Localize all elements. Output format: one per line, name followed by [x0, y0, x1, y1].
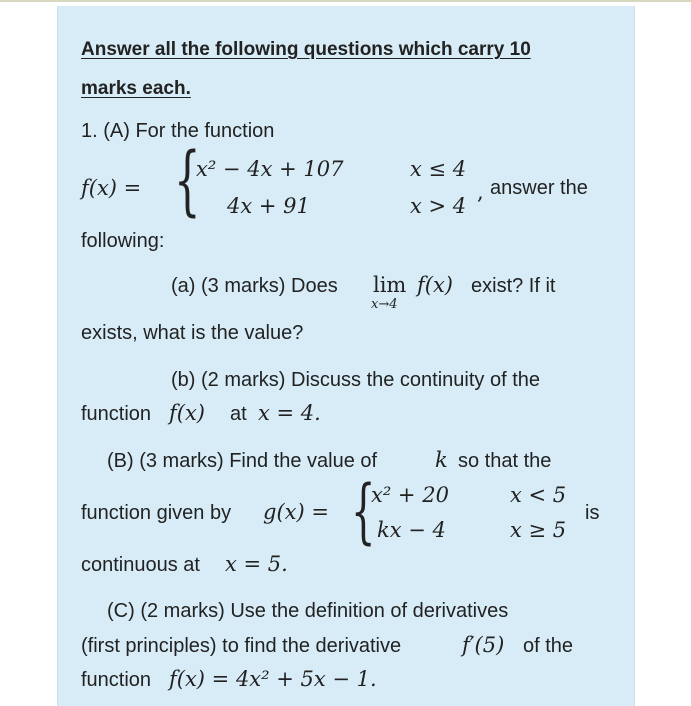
heading-line-2: marks each.: [81, 78, 191, 99]
answer-the-text: answer the: [490, 177, 588, 199]
g-piece1-cond: x < 5: [510, 483, 567, 507]
f-piece1-cond: x ≤ 4: [410, 157, 467, 181]
part-a-line2: exists, what is the value?: [81, 322, 304, 344]
part-C-line2-suffix: of the: [523, 635, 574, 657]
limit-symbol: lim: [373, 273, 407, 297]
f-prime-5: f′(5): [462, 633, 505, 657]
top-divider: [0, 0, 691, 2]
part-C-line3-prefix: function: [81, 669, 152, 691]
q1-intro: 1. (A) For the function: [81, 120, 275, 142]
part-b-line1: (b) (2 marks) Discuss the continuity of the: [171, 369, 541, 391]
question-card: [57, 6, 635, 706]
is-text: is: [585, 502, 600, 524]
g-piece1-expr: x² + 20: [371, 483, 449, 507]
part-B-suffix: so that the: [458, 450, 552, 472]
f-label: f(x) =: [81, 176, 142, 200]
part-b-equation: x = 4.: [258, 401, 321, 425]
part-C-line2-prefix: (first principles) to find the derivative: [81, 635, 402, 657]
g-piece2-cond: x ≥ 5: [510, 518, 567, 542]
following-text: following:: [81, 230, 165, 252]
part-b-prefix: function: [81, 403, 152, 425]
left-brace-g-icon: {: [351, 470, 376, 552]
part-a-prefix: (a) (3 marks) Does: [171, 275, 338, 297]
g-label: g(x) =: [263, 500, 329, 524]
f-definition: f(x) = 4x² + 5x − 1.: [169, 667, 377, 691]
continuous-at-text: continuous at: [81, 554, 200, 576]
heading-line-1: Answer all the following questions which carry 10: [81, 39, 531, 60]
part-B-prefix: (B) (3 marks) Find the value of: [107, 450, 378, 472]
part-a-suffix: exist? If it: [471, 275, 556, 297]
g-piece2-expr: kx − 4: [377, 518, 446, 542]
left-brace-icon: {: [174, 135, 201, 224]
given-by-text: function given by: [81, 502, 232, 524]
part-B-k: k: [435, 448, 448, 472]
continuous-equation: x = 5.: [225, 552, 288, 576]
limit-subscript: x→4: [371, 297, 398, 312]
part-b-fx: f(x): [169, 401, 206, 425]
f-piece2-expr: 4x + 91: [227, 194, 310, 218]
f-piece2-cond: x > 4: [410, 194, 467, 218]
part-C-line1: (C) (2 marks) Use the definition of derivatives: [107, 600, 509, 622]
f-piece1-expr: x² − 4x + 107: [196, 157, 344, 181]
part-b-at: at: [230, 403, 247, 425]
f-comma: ,: [477, 180, 484, 204]
part-a-fx: f(x): [417, 273, 454, 297]
